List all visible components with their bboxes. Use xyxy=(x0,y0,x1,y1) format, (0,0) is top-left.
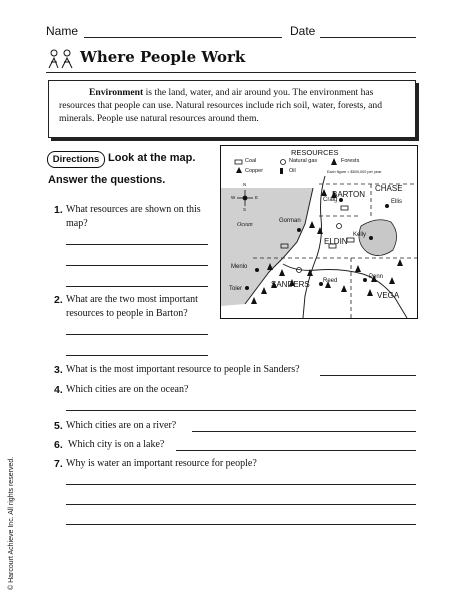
region-barton: BARTON xyxy=(332,190,366,199)
ocean-label: Ocean xyxy=(237,222,253,228)
q6-text: Which city is on a lake? xyxy=(68,439,165,450)
q5-answer-line[interactable] xyxy=(192,431,416,432)
region-sanders: SANDERS xyxy=(271,280,310,289)
page-title: Where People Work xyxy=(80,48,246,66)
q5-number: 5. xyxy=(54,420,63,432)
intro-term: Environment xyxy=(89,87,144,98)
directions-line1: Look at the map. xyxy=(108,152,196,164)
city-gorman: Gorman xyxy=(279,218,301,224)
q2-answer-line-2[interactable] xyxy=(66,355,208,356)
q1-text: What resources are shown on this map? xyxy=(66,204,201,229)
q1-answer-line-3[interactable] xyxy=(66,286,208,287)
q3-answer-line[interactable] xyxy=(320,375,416,376)
date-label: Date xyxy=(290,24,316,38)
q2-text: What are the two most important resources to people in Barton? xyxy=(66,294,198,319)
region-eldin: ELDIN xyxy=(324,237,348,246)
region-vega: VEGA xyxy=(377,291,400,300)
directions-line2: Answer the questions. xyxy=(48,174,166,186)
name-label: Name xyxy=(46,24,79,38)
q7-answer-line-3[interactable] xyxy=(66,524,416,525)
q1-answer-line-2[interactable] xyxy=(66,265,208,266)
legend-gas: Natural gas xyxy=(289,158,318,164)
q7-number: 7. xyxy=(54,458,63,470)
title-icon xyxy=(46,48,76,75)
q5-text: Which cities are on a river? xyxy=(66,420,177,431)
legend-oil: Oil xyxy=(289,168,296,174)
compass-e: E xyxy=(255,195,259,200)
q1-number: 1. xyxy=(54,204,63,216)
title-rule xyxy=(46,72,416,73)
legend-forests: Forests xyxy=(341,158,360,164)
q4-number: 4. xyxy=(54,384,63,396)
q7-answer-line-2[interactable] xyxy=(66,504,416,505)
q6-answer-line[interactable] xyxy=(176,450,416,451)
q4-text: Which cities are on the ocean? xyxy=(66,384,189,395)
city-toler: Toler xyxy=(229,286,243,292)
directions-badge: Directions xyxy=(47,151,105,168)
legend-coal: Coal xyxy=(245,158,257,164)
q2-answer-line-1[interactable] xyxy=(66,334,208,335)
q1-answer-line-1[interactable] xyxy=(66,244,208,245)
copyright-notice: © Harcourt Achieve Inc. All rights reserved. xyxy=(8,456,15,590)
city-kelly: Kelly xyxy=(353,232,367,238)
compass-w: W xyxy=(231,195,236,200)
city-reed: Reed xyxy=(323,278,338,284)
q3-text: What is the most important resource to people in Sanders? xyxy=(66,364,300,375)
date-field-line[interactable] xyxy=(320,37,416,38)
q2-number: 2. xyxy=(54,294,63,306)
city-ellis: Ellis xyxy=(391,199,403,205)
intro-text xyxy=(59,86,407,125)
intro-body: is the land, water, and air around you. The environment has resources that people can use. Natural resources include rich soil, water, forests, and minerals. People use natural resources around them. xyxy=(59,87,383,124)
region-chase: CHASE xyxy=(375,184,403,193)
resource-map xyxy=(220,145,418,319)
legend-copper: Copper xyxy=(245,168,264,174)
compass-s: S xyxy=(243,207,247,212)
legend-title: RESOURCES xyxy=(291,148,339,157)
q4-answer-line[interactable] xyxy=(66,410,416,411)
city-craig: Craig xyxy=(323,197,338,203)
q7-text: Why is water an important resource for people? xyxy=(66,458,257,469)
legend-note: Each figure = $500,000 per year xyxy=(327,170,382,174)
city-penn: Penn xyxy=(369,274,384,280)
q3-number: 3. xyxy=(54,364,63,376)
intro-box xyxy=(48,80,416,138)
name-field-line[interactable] xyxy=(84,37,282,38)
city-menlo: Menlo xyxy=(231,264,248,270)
q6-number: 6. xyxy=(54,439,63,451)
compass-n: N xyxy=(243,182,247,187)
q7-answer-line-1[interactable] xyxy=(66,484,416,485)
